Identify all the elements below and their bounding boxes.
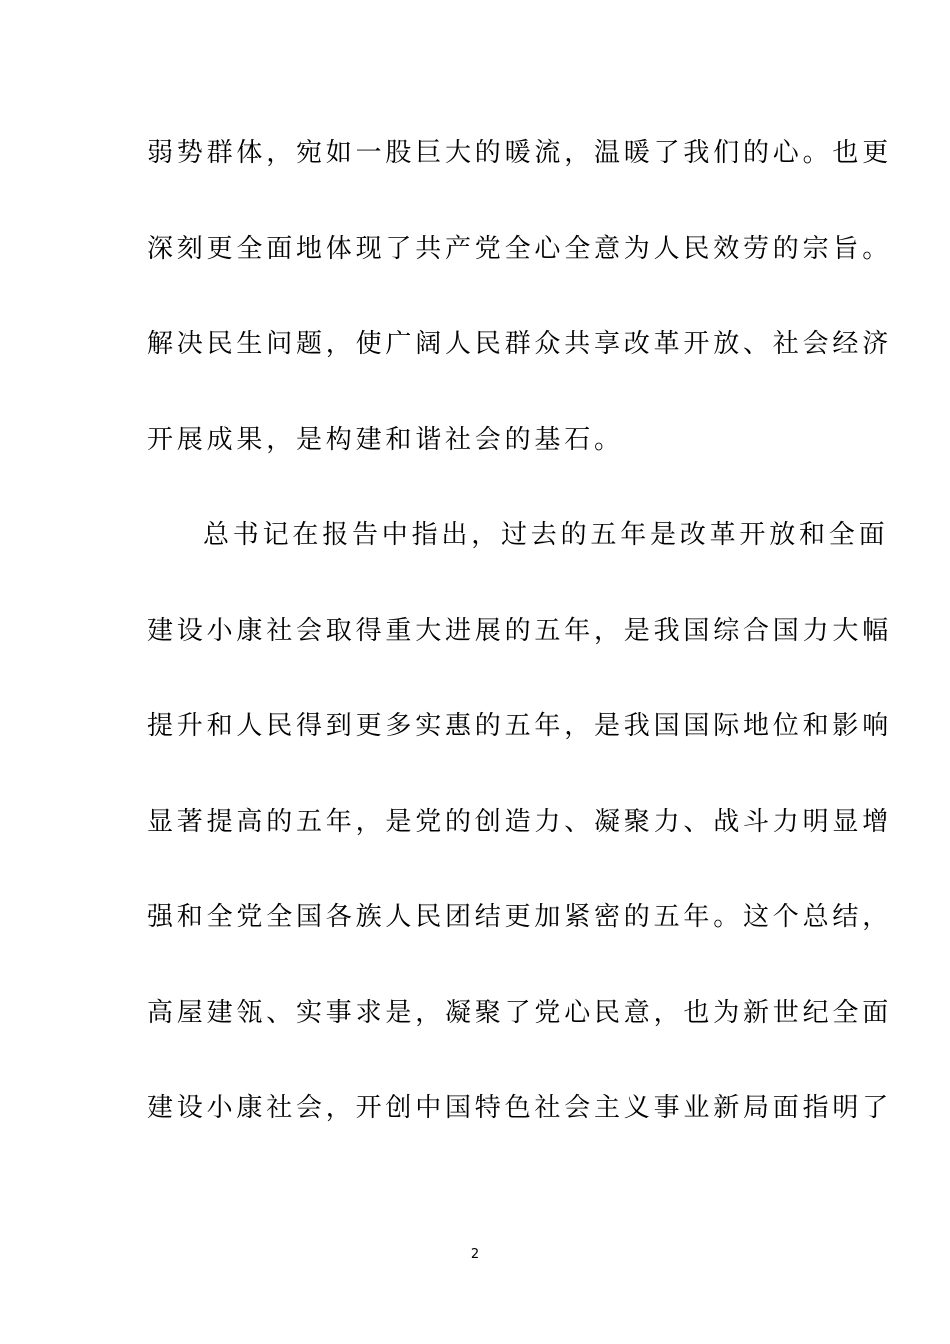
text-line: 建设小康社会，开创中国特色社会主义事业新局面指明了 [147,1093,893,1123]
text-line: 强和全党全国各族人民团结更加紧密的五年。这个总结， [147,902,893,932]
text-line: 深刻更全面地体现了共产党全心全意为人民效劳的宗旨。 [147,233,893,264]
text-line: 提升和人民得到更多实惠的五年，是我国国际地位和影响 [147,711,893,741]
page-number: 2 [470,1247,480,1262]
text-line: 建设小康社会取得重大进展的五年，是我国综合国力大幅 [147,615,893,646]
text-line: 开展成果，是构建和谐社会的基石。 [147,424,624,455]
paragraph-start-line: 总书记在报告中指出，过去的五年是改革开放和全面 [203,520,889,550]
text-line: 高屋建瓴、实事求是，凝聚了党心民意，也为新世纪全面 [147,997,893,1028]
text-line: 弱势群体，宛如一股巨大的暖流，温暖了我们的心。也更 [147,138,893,168]
document-body [147,127,893,1178]
text-line: 解决民生问题，使广阔人民群众共享改革开放、社会经济 [147,329,893,359]
text-line: 显著提高的五年，是党的创造力、凝聚力、战斗力明显增 [147,806,893,837]
